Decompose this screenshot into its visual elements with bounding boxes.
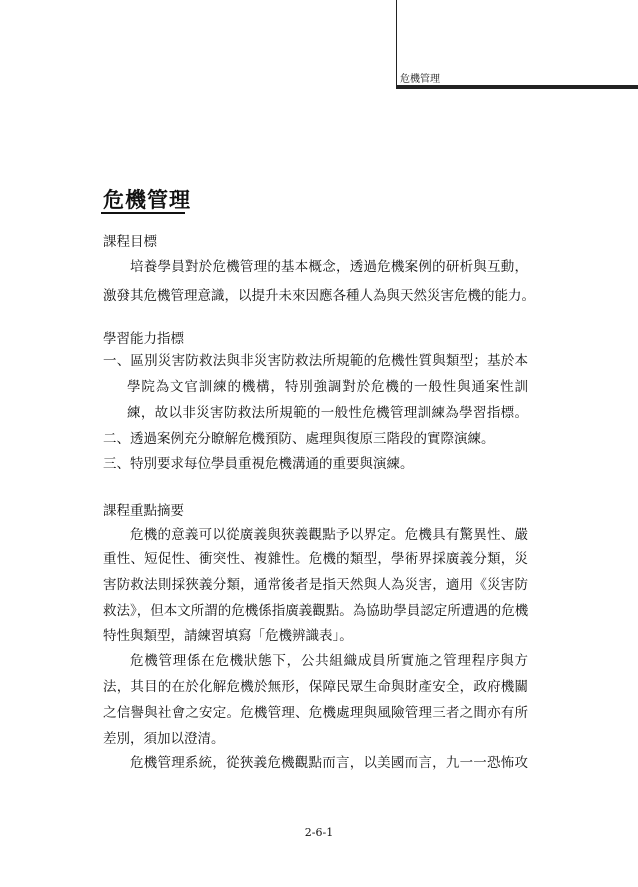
page-number: 2-6-1 <box>304 826 334 839</box>
paragraph-line: 危機管理系統，從狹義危機觀點而言，以美國而言，九一一恐怖攻 <box>130 755 528 771</box>
paragraph-line: 差別，須加以澄清。 <box>103 731 225 747</box>
list-item-3: 三、特別要求每位學員重視危機溝通的重要與演練。 <box>103 456 414 472</box>
paragraph-line: 培養學員對於危機管理的基本概念，透過危機案例的研析與互動， <box>130 259 528 275</box>
list-item-2: 二、透過案例充分瞭解危機預防、處理與復原三階段的實際演練。 <box>103 431 495 447</box>
list-item-1-cont: 學院為文官訓練的機構，特別強調對於危機的一般性與通案性訓 <box>127 379 528 395</box>
paragraph-line: 之信譽與社會之安定。危機管理、危機處理與風險管理三者之間亦有所 <box>103 705 528 721</box>
section-heading-course-objectives: 課程目標 <box>103 234 157 250</box>
paragraph-line: 激發其危機管理意識，以提升未來因應各種人為與天然災害危機的能力。 <box>103 288 535 304</box>
header-rule <box>396 85 638 89</box>
running-header-title: 危機管理 <box>400 74 440 85</box>
paragraph-line: 救法》，但本文所謂的危機係指廣義觀點。為協助學員認定所遭遇的危機 <box>103 603 529 619</box>
list-item-1: 一、區別災害防救法與非災害防救法所規範的危機性質與類型；基於本 <box>103 353 528 369</box>
title-underline <box>101 212 185 214</box>
list-item-1-cont: 練，故以非災害防救法所規範的一般性危機管理訓練為學習指標。 <box>127 405 528 421</box>
paragraph-line: 危機管理係在危機狀態下，公共組織成員所實施之管理程序與方 <box>130 653 528 669</box>
header-divider-vertical <box>396 0 397 86</box>
section-heading-course-summary: 課程重點摘要 <box>103 503 184 519</box>
paragraph-line: 法，其目的在於化解危機於無形，保障民眾生命與財產安全，政府機關 <box>103 679 528 695</box>
paragraph-line: 危機的意義可以從廣義與狹義觀點予以界定。危機具有驚異性、嚴 <box>130 527 528 543</box>
paragraph-line: 特性與類型，請練習填寫「危機辨識表」。 <box>103 628 353 644</box>
page-title: 危機管理 <box>103 187 191 212</box>
section-heading-learning-indicators: 學習能力指標 <box>103 331 184 347</box>
paragraph-line: 重性、短促性、衝突性、複雜性。危機的類型，學術界採廣義分類，災 <box>103 551 528 567</box>
paragraph-line: 害防救法則採狹義分類，通常後者是指天然與人為災害，適用《災害防 <box>103 577 528 593</box>
